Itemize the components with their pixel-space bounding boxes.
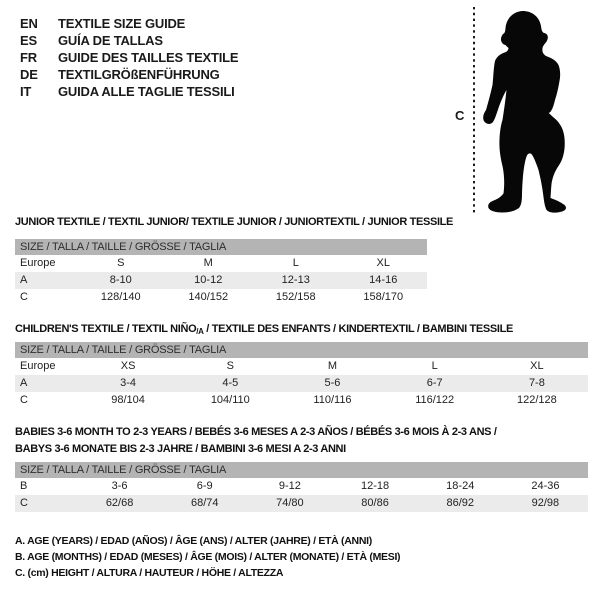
row-label: Europe: [20, 257, 56, 269]
table-row-europe: [15, 255, 427, 272]
row-label: C: [20, 394, 28, 406]
age-cell: 12-18: [361, 480, 390, 492]
language-row-fr: [20, 49, 238, 66]
height-cell: 68/74: [190, 497, 219, 509]
height-cell: 116/122: [415, 394, 455, 406]
age-cell: 12-13: [281, 274, 310, 286]
age-cell: 18-24: [446, 480, 475, 492]
size-cell: S: [226, 360, 234, 372]
legend-line-b: B. AGE (MONTHS) / EDAD (MESES) / ÂGE (MOIS) / ALTER (MONATE) / ETÀ (MESI): [15, 551, 401, 563]
row-label: Europe: [20, 360, 56, 372]
junior-table-title: JUNIOR TEXTILE / TEXTIL JUNIOR/ TEXTILE JUNIOR / JUNIORTEXTIL / JUNIOR TESSILE: [15, 216, 454, 228]
age-cell: 7-8: [528, 377, 545, 389]
height-cell: 86/92: [446, 497, 474, 509]
language-code: ES: [20, 33, 37, 48]
size-header-band: SIZE / TALLA / TAILLE / GRÖSSE / TAGLIA: [15, 342, 588, 358]
table-row-height: [15, 392, 588, 409]
babies-size-table: [15, 462, 588, 512]
age-cell: 9-12: [278, 480, 301, 492]
size-cell: M: [203, 257, 213, 269]
row-label: C: [20, 497, 28, 509]
language-code: IT: [20, 84, 32, 99]
height-cell: 110/116: [313, 394, 352, 406]
children-title-post: / TEXTILE DES ENFANTS / KINDERTEXTIL / BAMBINI TESSILE: [203, 323, 513, 335]
size-cell: L: [431, 360, 438, 372]
guide-title: TEXTILE SIZE GUIDE: [58, 16, 186, 31]
measure-legend: [15, 533, 400, 581]
height-cell: 158/170: [363, 291, 404, 303]
row-label: A: [20, 274, 28, 286]
age-cell: 14-16: [369, 274, 398, 286]
guide-title: TEXTILGRÖßENFÜHRUNG: [58, 67, 220, 82]
age-cell: 5-6: [324, 377, 341, 389]
age-cell: 3-6: [111, 480, 128, 492]
language-code: EN: [20, 16, 38, 31]
size-cell: S: [117, 257, 125, 269]
language-row-it: [20, 83, 238, 100]
size-cell: XL: [530, 360, 544, 372]
height-cell: 62/68: [105, 497, 134, 509]
size-cell: XS: [120, 360, 136, 372]
height-cell: 104/110: [210, 394, 250, 406]
age-cell: 4-5: [222, 377, 239, 389]
height-cell: 80/86: [361, 497, 389, 509]
height-cell: 152/158: [275, 291, 316, 303]
height-measure-label: C: [455, 108, 465, 123]
size-cell: M: [327, 360, 338, 372]
children-table-title: [15, 323, 513, 336]
babies-table-title: [15, 424, 590, 458]
table-row-height: [15, 495, 588, 512]
children-title-pre: CHILDREN'S TEXTILE / TEXTIL NIÑO: [15, 323, 197, 335]
height-dashed-line: [472, 7, 476, 213]
language-row-de: [20, 66, 238, 83]
size-header-band: SIZE / TALLA / TAILLE / GRÖSSE / TAGLIA: [15, 239, 427, 255]
language-code: DE: [20, 67, 38, 82]
height-cell: 140/152: [188, 291, 229, 303]
height-cell: 74/80: [276, 497, 304, 509]
legend-line-c: C. (cm) HEIGHT / ALTURA / HAUTEUR / HÖHE / ALTEZZA: [15, 567, 284, 579]
table-row-age-months: [15, 478, 588, 495]
children-size-table: [15, 342, 588, 409]
table-row-europe: [15, 358, 588, 375]
age-cell: 6-9: [196, 480, 213, 492]
row-label: A: [20, 377, 28, 389]
junior-size-table: [15, 239, 427, 306]
age-cell: 6-7: [426, 377, 443, 389]
age-cell: 10-12: [194, 274, 223, 286]
age-cell: 8-10: [109, 274, 132, 286]
language-row-es: [20, 32, 238, 49]
children-title-subscript: /A: [196, 327, 204, 336]
size-cell: XL: [376, 257, 390, 269]
legend-line-a: A. AGE (YEARS) / EDAD (AÑOS) / ÂGE (ANS) / ALTER (JAHRE) / ETÀ (ANNI): [15, 535, 372, 547]
babies-title-line2: BABYS 3-6 MONATE BIS 2-3 JAHRE / BAMBINI 3-6 MESI A 2-3 ANNI: [15, 443, 346, 455]
guide-title: GUÍA DE TALLAS: [58, 33, 163, 48]
size-header-band: SIZE / TALLA / TAILLE / GRÖSSE / TAGLIA: [15, 462, 588, 478]
size-cell: L: [292, 257, 299, 269]
height-cell: 92/98: [531, 497, 560, 509]
table-row-age: [15, 272, 427, 289]
table-row-age: [15, 375, 588, 392]
guide-title: GUIDA ALLE TAGLIE TESSILI: [58, 84, 235, 99]
language-row-en: [20, 15, 238, 32]
guide-title: GUIDE DES TAILLES TEXTILE: [58, 50, 239, 65]
height-cell: 128/140: [100, 291, 141, 303]
language-title-list: [20, 15, 238, 100]
row-label: C: [20, 291, 28, 303]
age-cell: 3-4: [120, 377, 137, 389]
language-code: FR: [20, 50, 37, 65]
age-cell: 24-36: [531, 480, 560, 492]
table-row-height: [15, 289, 427, 306]
height-cell: 122/128: [517, 394, 557, 406]
baby-silhouette-icon: [479, 8, 571, 214]
height-cell: 98/104: [111, 394, 145, 406]
babies-title-line1: BABIES 3-6 MONTH TO 2-3 YEARS / BEBÉS 3-6 MESES A 2-3 AÑOS / BÉBÉS 3-6 MOIS À 2-3 ANS /: [15, 426, 497, 438]
row-label: B: [20, 480, 28, 492]
